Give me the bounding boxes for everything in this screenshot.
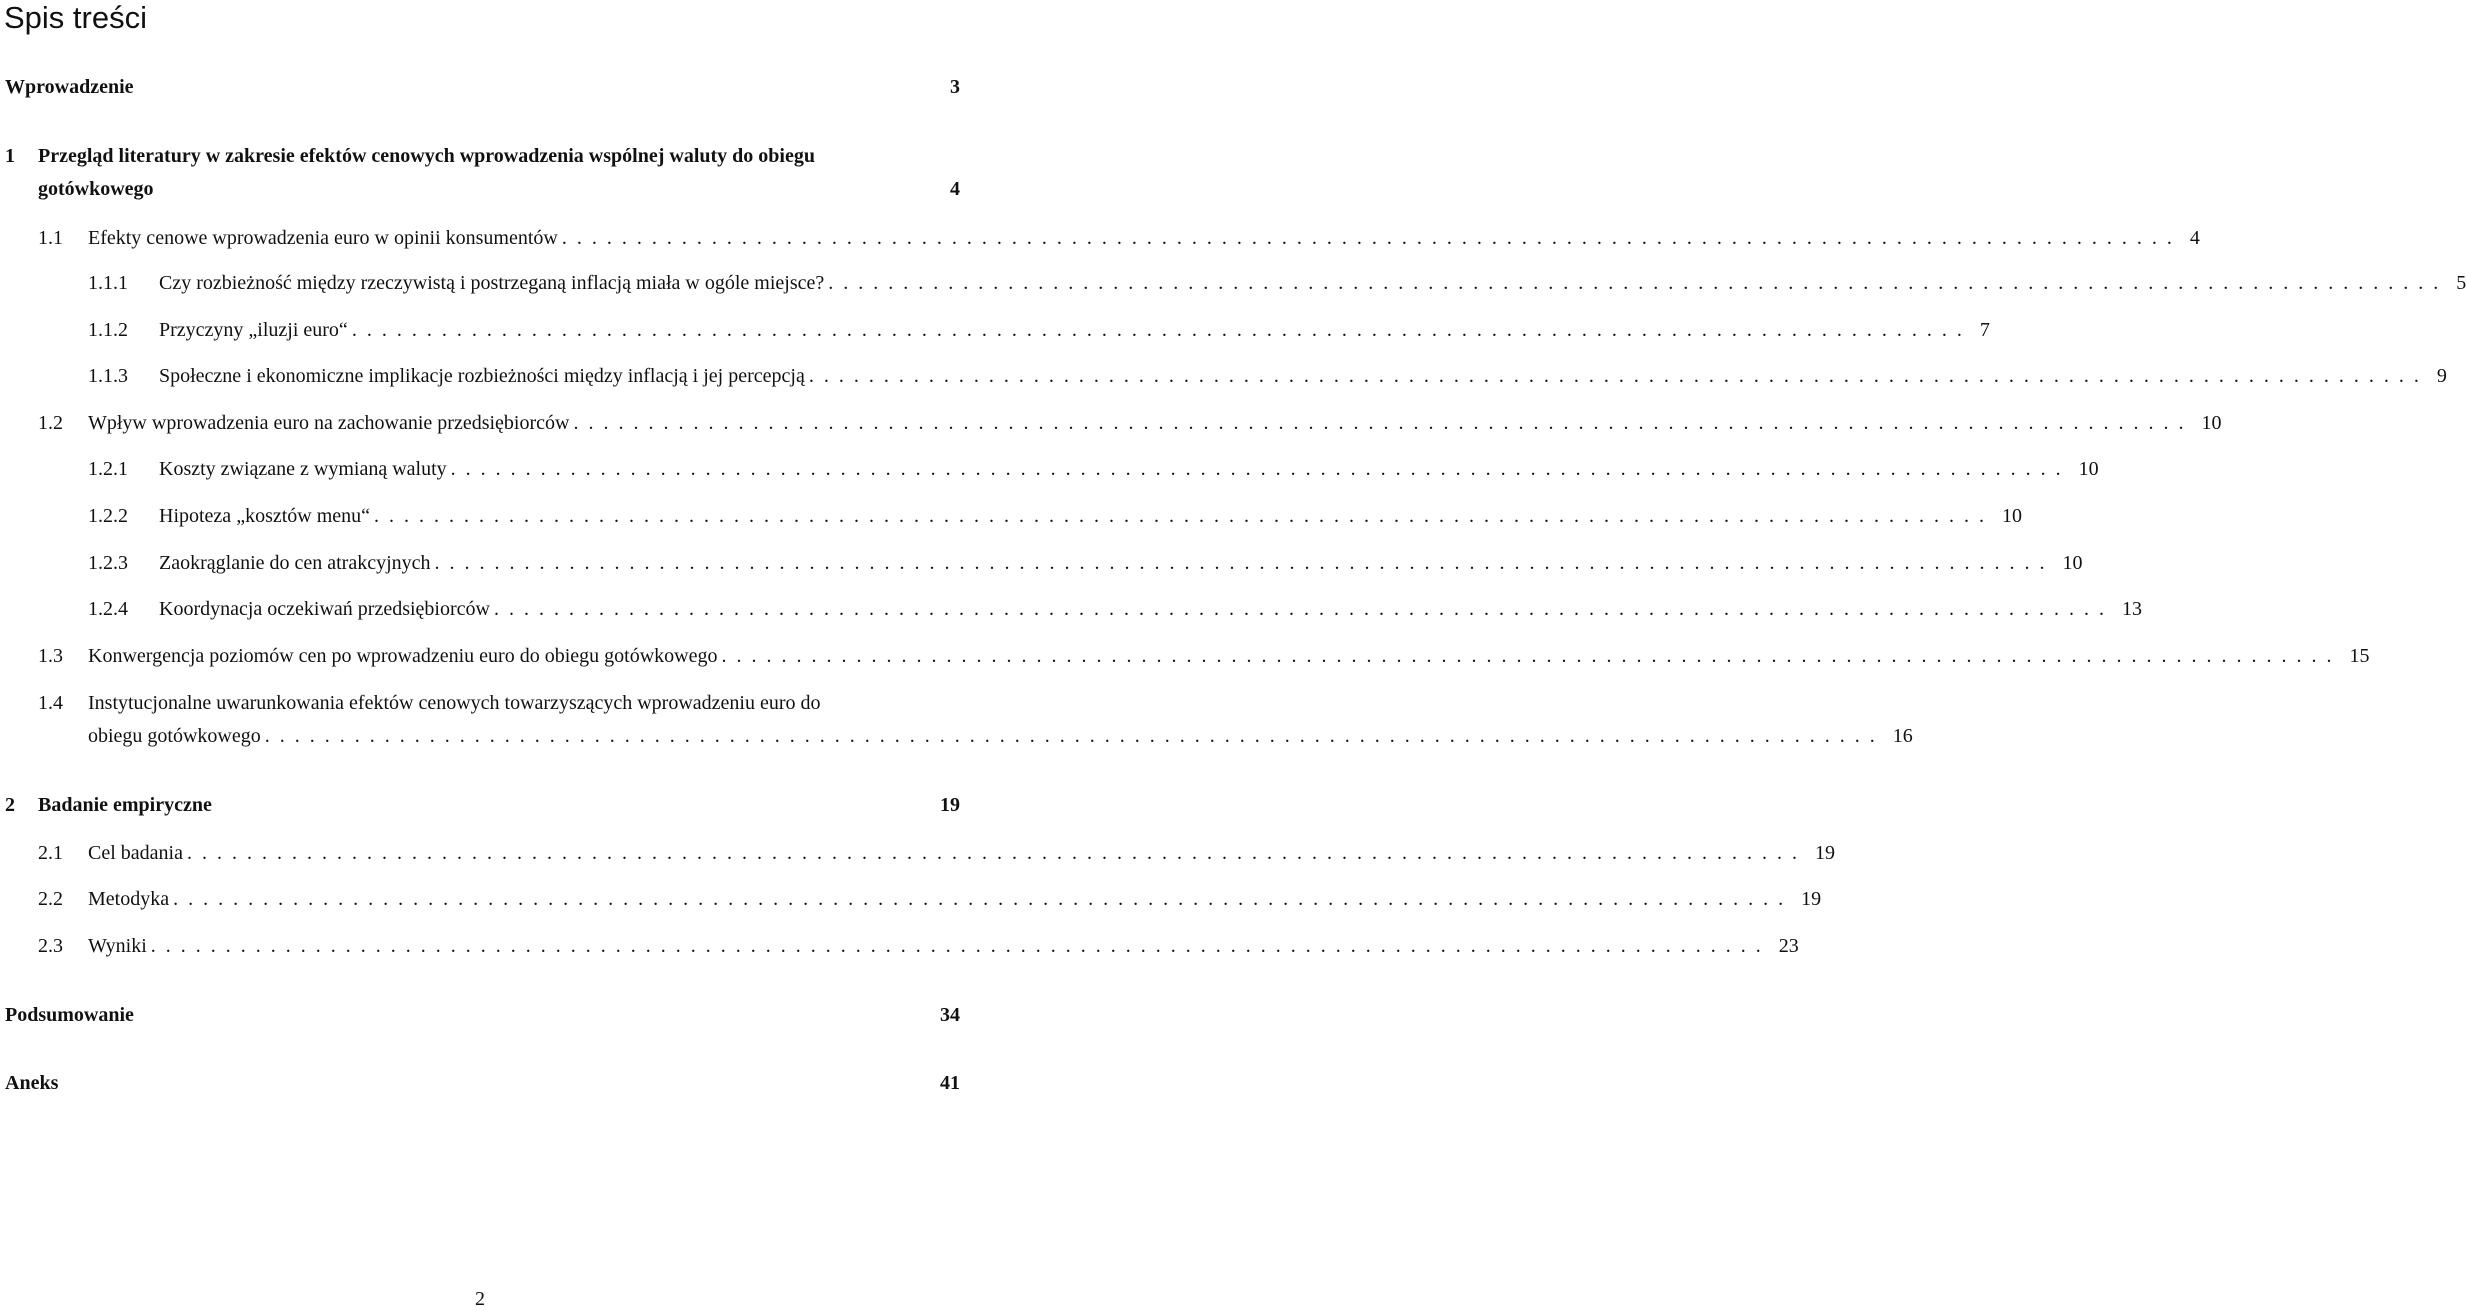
toc-entry-1-1[interactable] bbox=[0, 227, 2200, 250]
toc-entry-label-line2: obiegu gotówkowego bbox=[88, 725, 261, 747]
toc-entry-label: Wyniki bbox=[88, 935, 147, 957]
toc-entry-number: 1.1.1 bbox=[88, 272, 128, 294]
toc-entry-page: 15 bbox=[2349, 645, 2370, 667]
toc-entry-page: 23 bbox=[1778, 935, 1799, 957]
toc-dot-leader: ............................................................................................................ bbox=[150, 935, 1771, 957]
toc-entry-1-2[interactable] bbox=[0, 412, 2222, 435]
toc-dot-leader: ............................................................................................................ bbox=[493, 598, 2114, 620]
toc-dot-leader: ............................................................................................................ bbox=[573, 412, 2194, 434]
toc-entry-page: 10 bbox=[2078, 458, 2099, 480]
toc-entry-label: Konwergencja poziomów cen po wprowadzeniu euro do obiegu gotówkowego bbox=[88, 645, 718, 667]
toc-entry-label-line2: gotówkowego bbox=[38, 178, 154, 200]
toc-entry-number: 1.3 bbox=[38, 645, 63, 667]
toc-entry-label: Metodyka bbox=[88, 888, 170, 910]
toc-entry-label: Wpływ wprowadzenia euro na zachowanie przedsiębiorców bbox=[88, 412, 570, 434]
toc-entry-label: Koordynacja oczekiwań przedsiębiorców bbox=[159, 598, 490, 620]
toc-entry-label-line1: Przegląd literatury w zakresie efektów cenowych wprowadzenia wspólnej waluty do obiegu bbox=[38, 145, 815, 167]
toc-entry-number: 1.2.3 bbox=[88, 552, 128, 574]
toc-entry-number: 2.2 bbox=[38, 888, 63, 910]
toc-dot-leader: ............................................................................................................ bbox=[721, 645, 2342, 667]
page-number-footer: 2 bbox=[475, 1288, 485, 1310]
toc-entry-aneks[interactable] bbox=[0, 1072, 960, 1095]
toc-dot-leader: ............................................................................................................ bbox=[434, 552, 2055, 574]
toc-entry-label: Cel badania bbox=[88, 842, 183, 864]
toc-entry-number: 1.2 bbox=[38, 412, 63, 434]
toc-entry-1-4-cont[interactable] bbox=[0, 725, 1913, 748]
toc-dot-leader: ............................................................................................................ bbox=[561, 227, 2182, 249]
toc-entry-label: Wprowadzenie bbox=[5, 76, 134, 98]
toc-entry-number: 1.2.1 bbox=[88, 458, 128, 480]
toc-entry-number: 1.2.4 bbox=[88, 598, 128, 620]
toc-dot-leader: ............................................................................................................ bbox=[186, 842, 1807, 864]
toc-entry-label: Społeczne i ekonomiczne implikacje rozbieżności między inflacją i jej percepcją bbox=[159, 365, 805, 387]
toc-entry-1-2-3[interactable] bbox=[0, 552, 2083, 575]
toc-entry-chapter-1-cont[interactable] bbox=[0, 178, 960, 201]
toc-entry-page: 19 bbox=[940, 794, 960, 816]
toc-entry-1-2-2[interactable] bbox=[0, 505, 2023, 528]
toc-entry-label: Aneks bbox=[5, 1072, 59, 1094]
toc-entry-page: 13 bbox=[2121, 598, 2142, 620]
toc-entry-label: Badanie empiryczne bbox=[38, 794, 212, 816]
toc-entry-number: 2.3 bbox=[38, 935, 63, 957]
toc-entry-label: Podsumowanie bbox=[5, 1004, 134, 1026]
toc-entry-chapter-1[interactable] bbox=[5, 145, 815, 168]
toc-entry-label-line1: Instytucjonalne uwarunkowania efektów cenowych towarzyszących wprowadzeniu euro do bbox=[88, 692, 821, 714]
toc-entry-label: Hipoteza „kosztów menu“ bbox=[159, 505, 371, 527]
toc-entry-number: 1 bbox=[5, 145, 15, 167]
toc-entry-1-2-4[interactable] bbox=[0, 598, 2142, 621]
toc-entry-page: 19 bbox=[1814, 842, 1835, 864]
toc-entry-page: 16 bbox=[1892, 725, 1913, 747]
toc-entry-chapter-2[interactable] bbox=[0, 794, 960, 817]
toc-entry-1-1-2[interactable] bbox=[0, 319, 1990, 342]
toc-entry-page: 34 bbox=[940, 1004, 960, 1026]
toc-entry-page: 4 bbox=[950, 178, 960, 200]
toc-entry-1-1-3[interactable] bbox=[0, 365, 2447, 388]
toc-dot-leader: ............................................................................................................ bbox=[374, 505, 1995, 527]
toc-entry-page: 7 bbox=[1979, 319, 1990, 341]
toc-entry-page: 5 bbox=[2456, 272, 2466, 294]
toc-entry-number: 1.4 bbox=[38, 692, 63, 714]
toc-dot-leader: ............................................................................................................ bbox=[450, 458, 2071, 480]
toc-entry-page: 10 bbox=[2002, 505, 2023, 527]
toc-entry-page: 10 bbox=[2062, 552, 2083, 574]
toc-entry-label: Zaokrąglanie do cen atrakcyjnych bbox=[159, 552, 431, 574]
toc-dot-leader: ............................................................................................................ bbox=[264, 725, 1885, 747]
toc-entry-number: 2.1 bbox=[38, 842, 63, 864]
toc-entry-label: Efekty cenowe wprowadzenia euro w opinii konsumentów bbox=[88, 227, 558, 249]
toc-entry-2-2[interactable] bbox=[0, 888, 1822, 911]
toc-entry-1-2-1[interactable] bbox=[0, 458, 2099, 481]
toc-dot-leader: ............................................................................................................ bbox=[351, 319, 1972, 341]
toc-entry-1-4[interactable] bbox=[38, 692, 821, 715]
toc-dot-leader: ............................................................................................................ bbox=[808, 365, 2429, 387]
toc-entry-podsumowanie[interactable] bbox=[0, 1004, 960, 1027]
toc-entry-number: 1.1.3 bbox=[88, 365, 128, 387]
toc-entry-label: Koszty związane z wymianą waluty bbox=[159, 458, 447, 480]
page-title: Spis treści bbox=[4, 0, 147, 35]
toc-entry-page: 4 bbox=[2189, 227, 2200, 249]
toc-entry-page: 3 bbox=[950, 76, 960, 98]
toc-entry-number: 1.1.2 bbox=[88, 319, 128, 341]
toc-entry-2-3[interactable] bbox=[0, 935, 1799, 958]
toc-dot-leader: ............................................................................................................ bbox=[828, 272, 2449, 294]
toc-entry-wprowadzenie[interactable] bbox=[0, 76, 960, 99]
toc-entry-page: 19 bbox=[1801, 888, 1822, 910]
toc-entry-number: 1.1 bbox=[38, 227, 63, 249]
toc-entry-label: Przyczyny „iluzji euro“ bbox=[159, 319, 348, 341]
toc-dot-leader: ............................................................................................................ bbox=[173, 888, 1794, 910]
toc-entry-1-3[interactable] bbox=[0, 645, 2370, 668]
toc-entry-number: 1.2.2 bbox=[88, 505, 128, 527]
toc-entry-number: 2 bbox=[5, 794, 15, 816]
toc-entry-page: 9 bbox=[2436, 365, 2447, 387]
toc-entry-page: 10 bbox=[2201, 412, 2222, 434]
toc-entry-1-1-1[interactable] bbox=[0, 272, 2466, 295]
toc-entry-page: 41 bbox=[940, 1072, 960, 1094]
toc-entry-2-1[interactable] bbox=[0, 842, 1835, 865]
toc-entry-label: Czy rozbieżność między rzeczywistą i postrzeganą inflacją miała w ogóle miejsce? bbox=[159, 272, 825, 294]
